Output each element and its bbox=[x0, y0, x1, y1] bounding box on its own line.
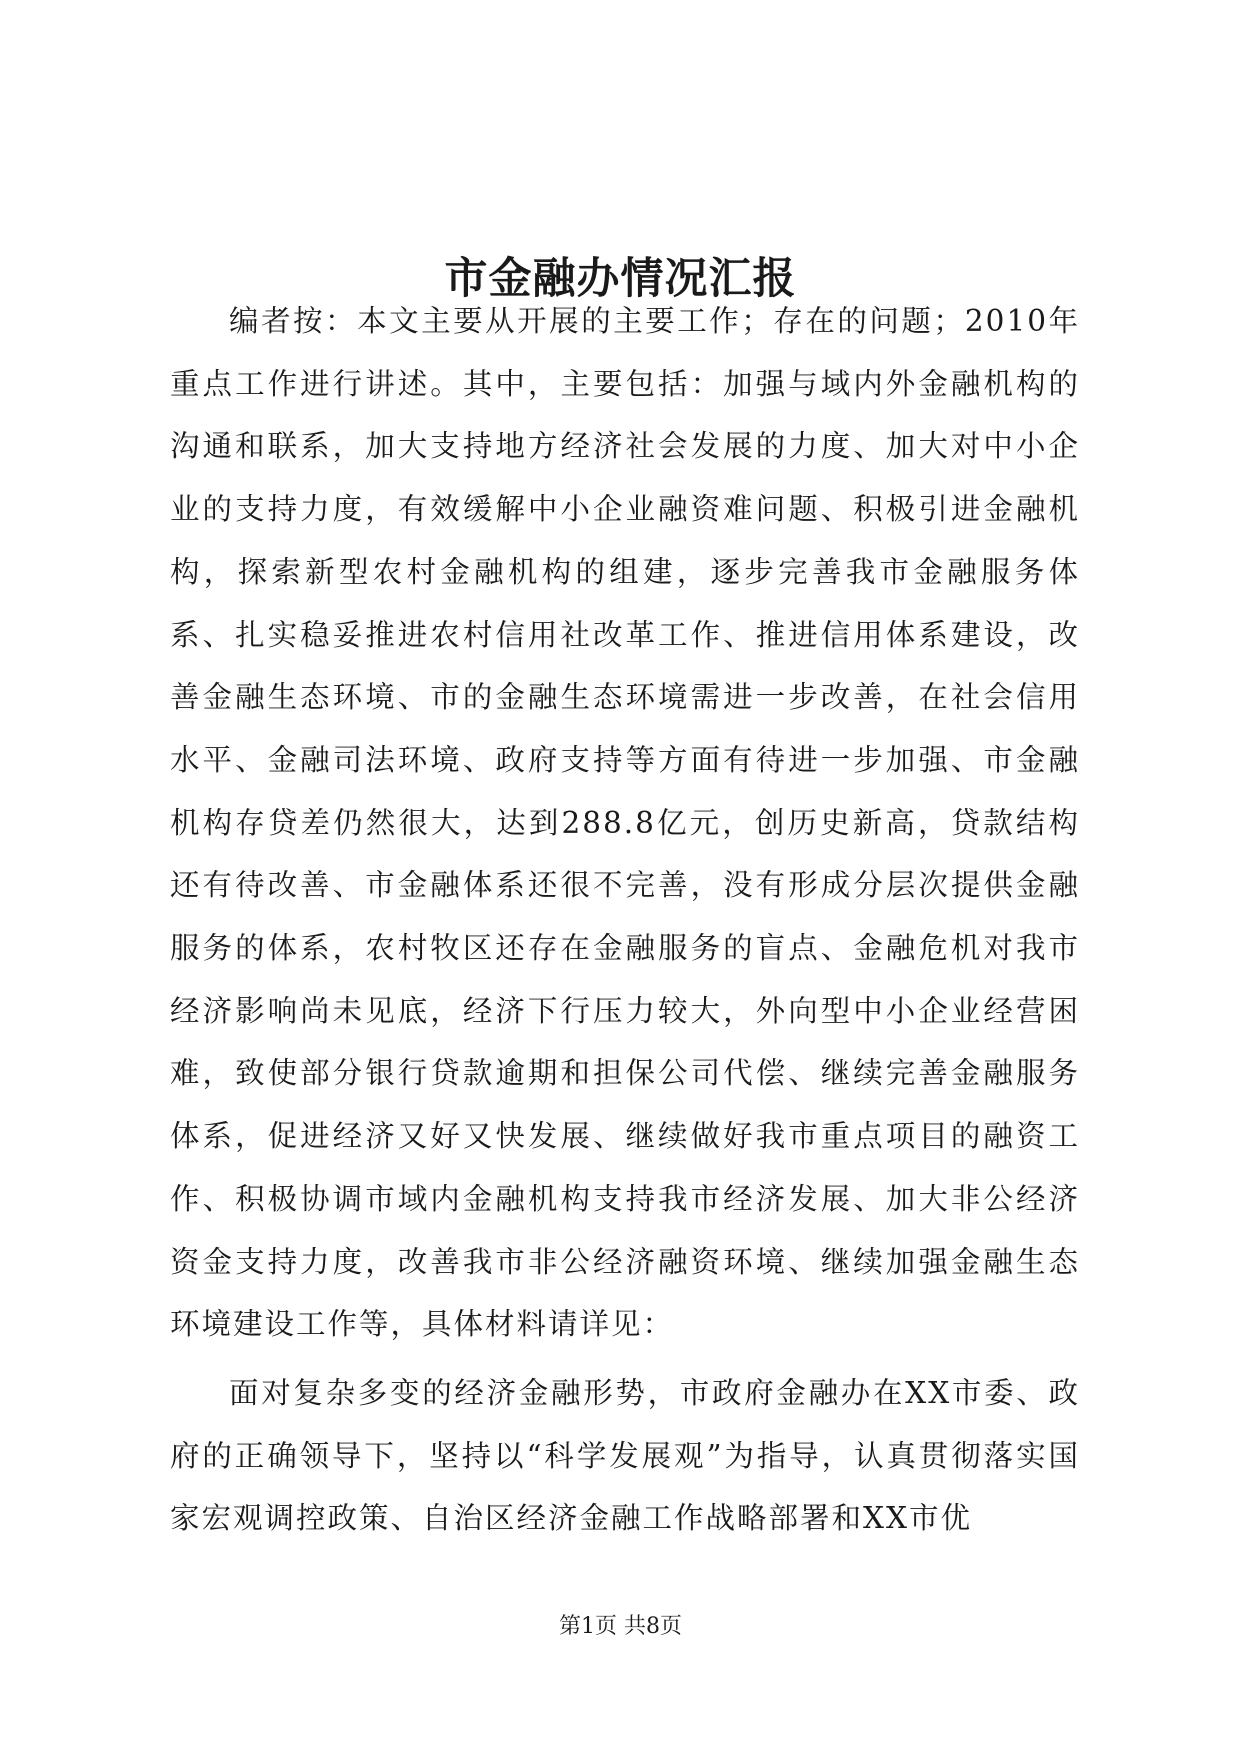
paragraph-editor-note: 编者按：本文主要从开展的主要工作；存在的问题；2010年重点工作进行讲述。其中，主要包括：加强与域内外金融机构的沟通和联系，加大支持地方经济社会发展的力度、加大对中小企业的支持力度，有效缓解中小企业融资难问题、积极引进金融机构，探索新型农村金融机构的组建，逐步完善我市金融服务体系、扎实稳妥推进农村信用社改革工作、推进信用体系建设，改善金融生态环境、市的金融生态环境需进一步改善，在社会信用水平、金融司法环境、政府支持等方面有待进一步加强、市金融机构存贷差仍然很大，达到288.8亿元，创历史新高，贷款结构还有待改善、市金融体系还很不完善，没有形成分层次提供金融服务的体系，农村牧区还存在金融服务的盲点、金融危机对我市经济影响尚未见底，经济下行压力较大，外向型中小企业经营困难，致使部分银行贷款逾期和担保公司代偿、继续完善金融服务体系，促进经济又好又快发展、继续做好我市重点项目的融资工作、积极协调市域内金融机构支持我市经济发展、加大非公经济资金支持力度，改善我市非公经济融资环境、继续加强金融生态环境建设工作等，具体材料请详见： bbox=[170, 304, 1080, 1342]
document-body bbox=[170, 290, 1080, 1550]
page-footer: 第1页 共8页 bbox=[559, 1614, 682, 1639]
paragraph-intro: 面对复杂多变的经济金融形势，市政府金融办在XX市委、政府的正确领导下，坚持以“科学发展观”为指导，认真贯彻落实国家宏观调控政策、自治区经济金融工作战略部署和XX市优 bbox=[170, 1375, 1080, 1536]
document-title: 市金融办情况汇报 bbox=[444, 253, 797, 304]
